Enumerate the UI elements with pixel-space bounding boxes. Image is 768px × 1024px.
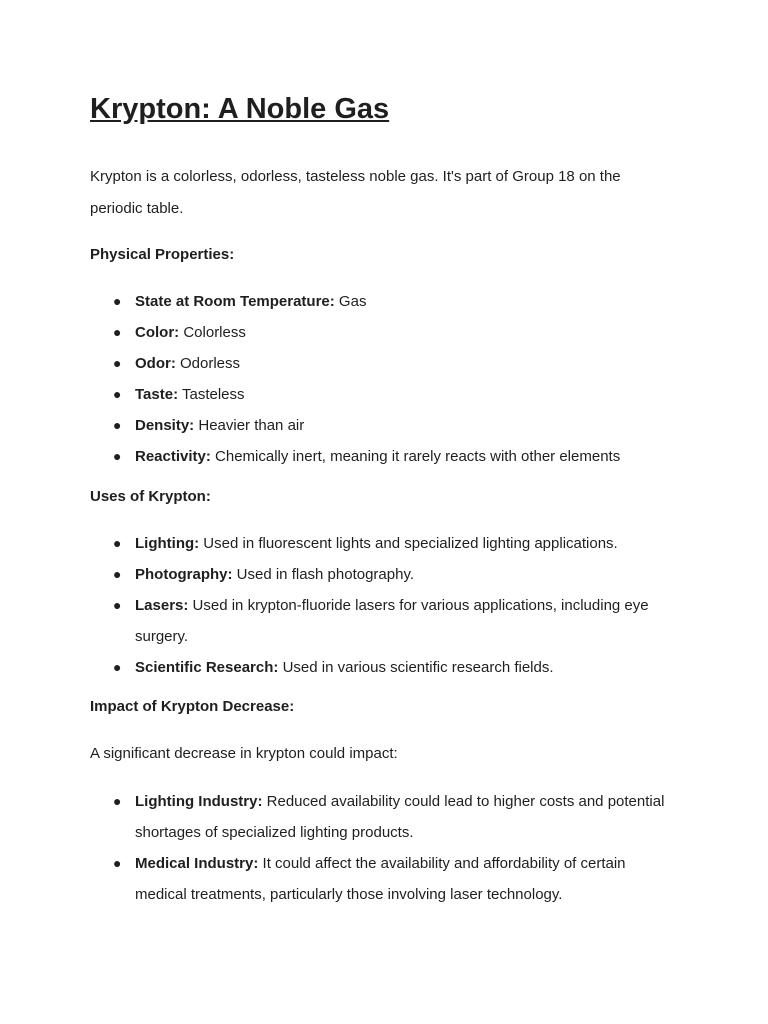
bullet-icon: ● [113, 355, 122, 371]
list-item-label: Lighting: [135, 535, 200, 552]
list-item-label: Lighting Industry: [135, 793, 263, 810]
list-item-label: State at Room Temperature: [135, 293, 335, 310]
list-item [90, 652, 680, 683]
uses-heading: Uses of Krypton: [90, 488, 211, 505]
bullet-icon: ● [113, 535, 122, 551]
list-item-text: Used in flash photography. [232, 566, 415, 583]
list-item-label: Medical Industry: [135, 855, 259, 872]
list-item-text: Odorless [175, 355, 241, 372]
list-item-label: Scientific Research: [135, 659, 279, 676]
page-title: Krypton: A Noble Gas [90, 93, 390, 125]
list-item-text: Chemically inert, meaning it rarely reacts with other elements [210, 448, 621, 465]
list-item [90, 559, 680, 590]
list-item-label: Reactivity: [135, 448, 211, 465]
list-item [90, 410, 680, 441]
list-item-text: Heavier than air [194, 417, 305, 434]
list-item-text: Colorless [179, 324, 246, 341]
list-item-text: Gas [334, 293, 367, 310]
list-item-label: Odor: [135, 355, 176, 372]
impact-intro: A significant decrease in krypton could impact: [90, 745, 398, 762]
physical-properties-heading: Physical Properties: [90, 246, 235, 263]
list-item-text: Used in krypton-fluoride lasers for various applications, including eye surgery. [135, 597, 649, 645]
bullet-icon: ● [113, 324, 122, 340]
list-item [90, 286, 680, 317]
list-item [90, 379, 680, 410]
list-item [90, 441, 680, 472]
list-item [90, 528, 680, 559]
list-item-label: Density: [135, 417, 195, 434]
list-item-label: Photography: [135, 566, 233, 583]
list-item [90, 348, 680, 379]
list-item [90, 590, 680, 652]
bullet-icon: ● [113, 597, 122, 613]
impact-heading: Impact of Krypton Decrease: [90, 698, 295, 715]
list-item [90, 317, 680, 348]
list-item-label: Color: [135, 324, 180, 341]
bullet-icon: ● [113, 293, 122, 309]
list-item-text: Used in fluorescent lights and specialized lighting applications. [199, 535, 618, 552]
list-item [90, 786, 680, 848]
list-item-label: Lasers: [135, 597, 189, 614]
bullet-icon: ● [113, 566, 122, 582]
intro-paragraph: Krypton is a colorless, odorless, tasteless noble gas. It's part of Group 18 on the periodic table. [90, 168, 621, 217]
bullet-icon: ● [113, 793, 122, 809]
list-item [90, 848, 680, 910]
impact-list [90, 786, 680, 910]
list-item-text: It could affect the availability and affordability of certain medical treatments, particularly those involving laser technology. [135, 855, 626, 903]
physical-properties-list [90, 286, 680, 472]
list-item-text: Used in various scientific research fields. [278, 659, 554, 676]
list-item-label: Taste: [135, 386, 179, 403]
bullet-icon: ● [113, 417, 122, 433]
list-item-text: Tasteless [178, 386, 245, 403]
list-item-text: Reduced availability could lead to higher costs and potential shortages of specialized lighting products. [135, 793, 665, 841]
bullet-icon: ● [113, 386, 122, 402]
bullet-icon: ● [113, 448, 122, 464]
uses-list [90, 528, 680, 683]
bullet-icon: ● [113, 659, 122, 675]
bullet-icon: ● [113, 855, 122, 871]
